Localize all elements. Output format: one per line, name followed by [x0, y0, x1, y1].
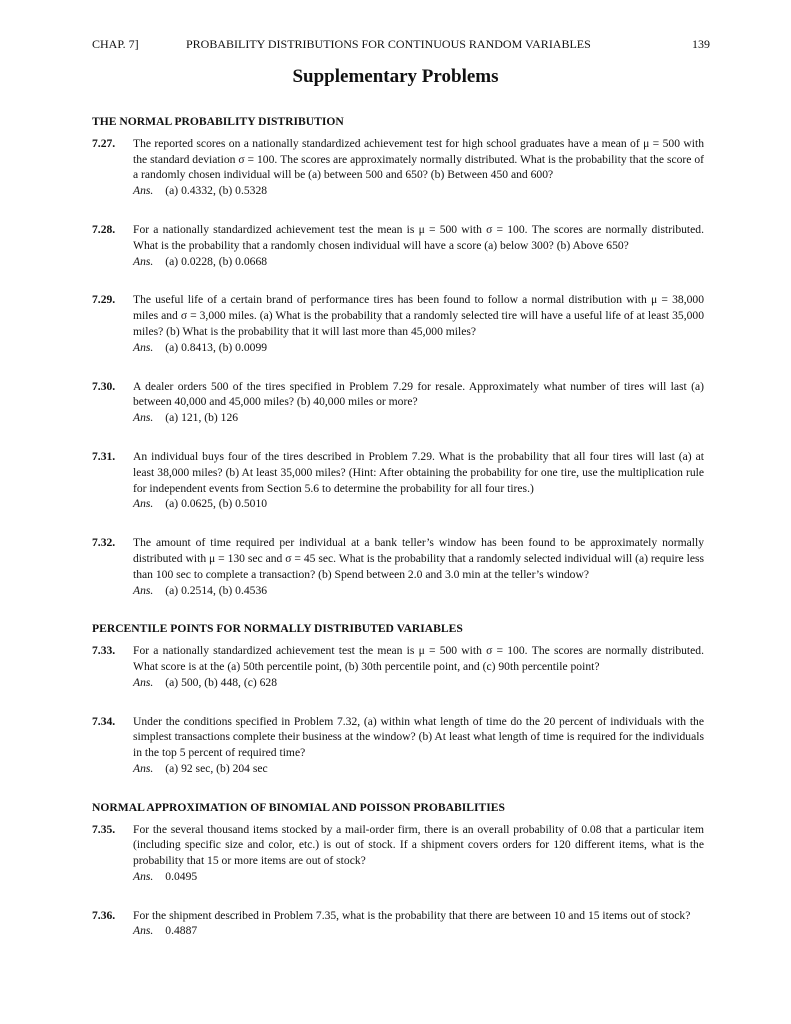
answer-value: (a) 0.2514, (b) 0.4536 — [165, 583, 268, 597]
problem-text: For the shipment described in Problem 7.35, what is the probability that there are between 10 and 15 items out of stock? — [133, 908, 691, 922]
problem-number: 7.30. — [92, 379, 116, 393]
running-header — [92, 37, 710, 52]
problem-body — [133, 535, 704, 598]
problem-item — [92, 535, 704, 598]
problem-item — [92, 822, 704, 885]
answer-label: Ans. — [133, 254, 154, 268]
problem-number: 7.27. — [92, 136, 116, 150]
answer-label: Ans. — [133, 411, 154, 425]
answer-line — [133, 410, 704, 426]
answer-line — [133, 496, 704, 512]
answer-line — [133, 869, 704, 885]
problem-number: 7.31. — [92, 449, 116, 463]
answer-value: (a) 0.4332, (b) 0.5328 — [165, 184, 268, 198]
answer-label: Ans. — [133, 869, 154, 883]
problem-number: 7.32. — [92, 536, 116, 550]
problem-number: 7.36. — [92, 908, 116, 922]
answer-label: Ans. — [133, 184, 154, 198]
answer-value: (a) 500, (b) 448, (c) 628 — [165, 675, 278, 689]
answer-label: Ans. — [133, 497, 154, 511]
problem-list — [92, 114, 704, 962]
problem-body — [133, 379, 704, 426]
section-heading: THE NORMAL PROBABILITY DISTRIBUTION — [92, 115, 344, 128]
chapter-label: CHAP. 7] — [92, 37, 139, 51]
answer-line — [133, 583, 704, 599]
problem-body — [133, 136, 704, 199]
problem-body — [133, 714, 704, 777]
problem-body — [133, 292, 704, 355]
problem-item — [92, 292, 704, 355]
answer-value: (a) 0.0625, (b) 0.5010 — [165, 497, 268, 511]
answer-value: (a) 0.0228, (b) 0.0668 — [165, 254, 268, 268]
page-title: Supplementary Problems — [292, 66, 499, 87]
problem-body — [133, 908, 704, 940]
problem-text: A dealer orders 500 of the tires specified in Problem 7.29 for resale. Approximately what number of tires will last (a) between 40,000 and 45,000 miles? (b) 40,000 miles or more? — [133, 379, 704, 409]
problem-text: The amount of time required per individual at a bank teller’s window has been found to be approximately normally distributed with μ = 130 sec and σ = 45 sec. What is the probability that a randomly selected individual will (a) require less than 100 sec to complete a transaction? (b) Spend between 2.0 and 3.0 min at the teller’s window? — [133, 536, 704, 581]
answer-label: Ans. — [133, 340, 154, 354]
problem-item — [92, 222, 704, 269]
problem-text: The reported scores on a nationally standardized achievement test for high school graduates have a mean of μ = 500 with the standard deviation σ = 100. The scores are approximately normally distributed. What is the probability that the score of a randomly chosen individual will be (a) between 500 and 650? (b) Between 450 and 600? — [133, 136, 704, 182]
problem-item — [92, 379, 704, 426]
answer-value: (a) 0.8413, (b) 0.0099 — [165, 340, 268, 354]
answer-value: (a) 121, (b) 126 — [165, 411, 239, 425]
problem-item — [92, 643, 704, 690]
problem-number: 7.34. — [92, 714, 116, 728]
problem-text: For a nationally standardized achievement test the mean is μ = 500 with σ = 100. The scores are normally distributed. What score is at the (a) 50th percentile point, (b) 30th percentile point, and (c) 90th percentile point? — [133, 644, 704, 673]
running-title: PROBABILITY DISTRIBUTIONS FOR CONTINUOUS RANDOM VARIABLES — [186, 37, 591, 51]
problem-number: 7.29. — [92, 293, 116, 307]
problem-item — [92, 908, 704, 940]
problem-text: An individual buys four of the tires described in Problem 7.29. What is the probability that all four tires will last (a) at least 38,000 miles? (b) At least 35,000 miles? (Hint: After obtaining the probability for one tire, use the multiplication rule for independent events from Section 5.6 to determine the probability for all four tires.) — [133, 449, 704, 495]
section-heading: PERCENTILE POINTS FOR NORMALLY DISTRIBUTED VARIABLES — [92, 622, 463, 636]
problem-text: The useful life of a certain brand of performance tires has been found to follow a normal distribution with μ = 38,000 miles and σ = 3,000 miles. (a) What is the probability that a randomly selected tire will have a useful life of at least 35,000 miles? (b) What is the probability that it will last more than 45,000 miles? — [133, 293, 704, 338]
answer-line — [133, 675, 704, 691]
problem-text: For a nationally standardized achievement test the mean is μ = 500 with σ = 100. The scores are normally distributed. What is the probability that a randomly chosen individual will have a score (a) below 300? (b) Above 650? — [133, 222, 704, 252]
answer-line — [133, 340, 704, 356]
problem-body — [133, 643, 704, 690]
problem-body — [133, 449, 704, 512]
problem-item — [92, 136, 704, 199]
answer-value: 0.0495 — [165, 869, 198, 883]
answer-label: Ans. — [133, 761, 154, 775]
answer-label: Ans. — [133, 583, 154, 597]
problem-number: 7.28. — [92, 222, 116, 236]
answer-line — [133, 923, 704, 939]
answer-value: (a) 92 sec, (b) 204 sec — [165, 761, 268, 775]
problem-text: Under the conditions specified in Problem 7.32, (a) within what length of time do the 20 percent of individuals with the simplest transactions complete their business at the window? (b) At least what length of time is required for the individuals in the top 5 percent of required time? — [133, 714, 704, 760]
section-heading: NORMAL APPROXIMATION OF BINOMIAL AND POISSON PROBABILITIES — [92, 800, 505, 814]
answer-line — [133, 183, 704, 199]
answer-line — [133, 254, 704, 270]
problem-item — [92, 714, 704, 777]
page-number: 139 — [692, 37, 710, 51]
problem-number: 7.35. — [92, 822, 116, 836]
answer-line — [133, 761, 704, 777]
problem-body — [133, 222, 704, 269]
problem-text: For the several thousand items stocked by a mail-order firm, there is an overall probability of 0.08 that a particular item (including specific size and color, etc.) is out of stock. If a shipment covers orders for 120 different items, what is the probability that 15 or more items are out of stock? — [133, 822, 704, 868]
problem-number: 7.33. — [92, 644, 116, 658]
answer-label: Ans. — [133, 675, 154, 689]
problem-body — [133, 822, 704, 885]
problem-item — [92, 449, 704, 512]
answer-label: Ans. — [133, 924, 154, 938]
answer-value: 0.4887 — [165, 924, 198, 938]
